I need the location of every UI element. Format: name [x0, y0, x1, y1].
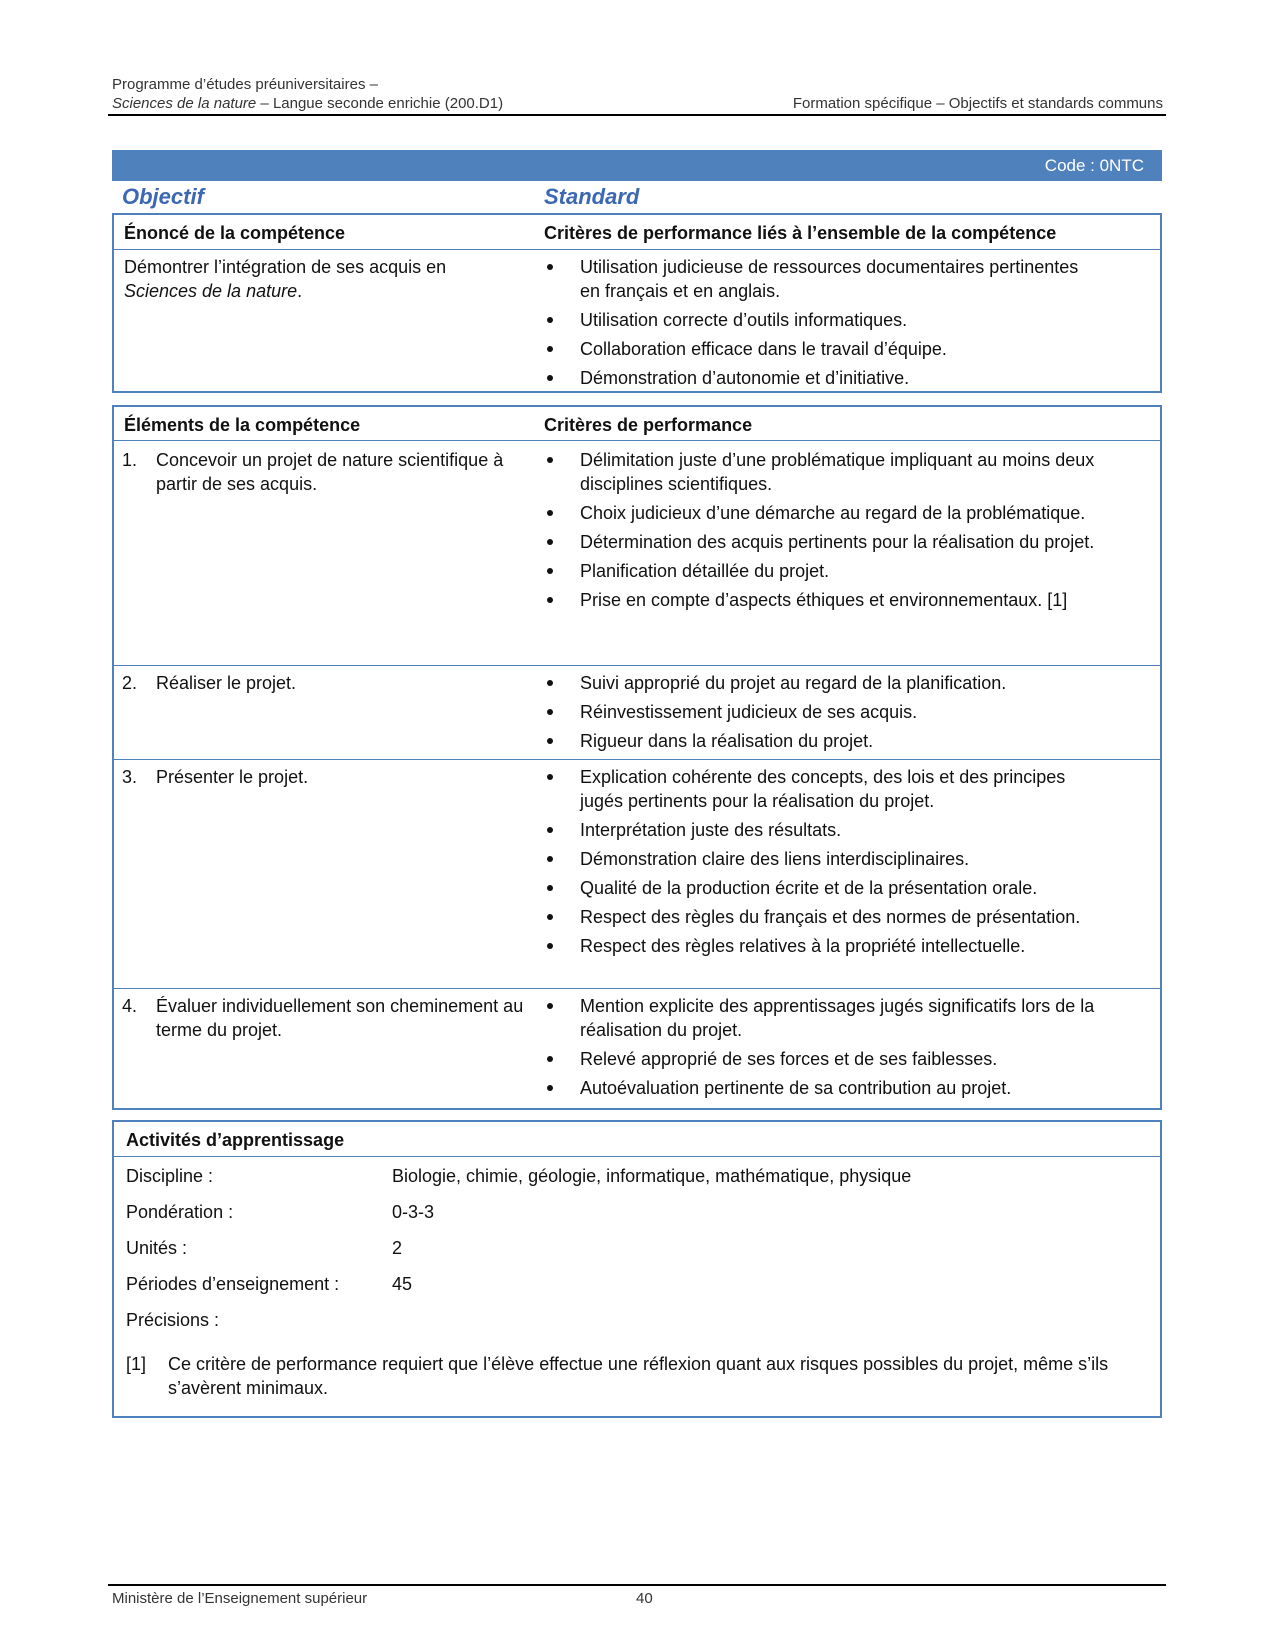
- element-number: 2.: [122, 673, 138, 693]
- list-item: Relevé approprié de ses forces et de ses faiblesses.: [544, 1047, 1104, 1071]
- element-1-criteres: [544, 448, 1104, 617]
- row-divider: [114, 759, 1160, 760]
- list-item: Suivi approprié du projet au regard de la planification.: [544, 671, 1104, 695]
- enonce-title: Énoncé de la compétence: [124, 223, 346, 243]
- code-bar: [112, 150, 1162, 181]
- enonce-main: Démontrer l’intégration de ses acquis en: [124, 257, 447, 277]
- list-item: Utilisation judicieuse de ressources documentaires pertinentes en français et en anglais.: [544, 255, 1084, 303]
- discipline-value: Biologie, chimie, géologie, informatique, mathématique, physique: [392, 1166, 912, 1186]
- unites-value: 2: [392, 1238, 403, 1258]
- element-number: 3.: [122, 767, 138, 787]
- element-4-criteres: [544, 994, 1104, 1105]
- periodes-value: 45: [392, 1274, 413, 1294]
- list-item: Démonstration d’autonomie et d’initiative.: [544, 366, 1084, 390]
- row-divider: [114, 249, 1160, 250]
- list-item: Respect des règles relatives à la propriété intellectuelle.: [544, 934, 1104, 958]
- list-item: Qualité de la production écrite et de la présentation orale.: [544, 876, 1104, 900]
- code-label: Code : 0NTC: [1044, 156, 1144, 175]
- page-number: 40: [636, 1590, 653, 1607]
- list-item: Délimitation juste d’une problématique impliquant au moins deux disciplines scientifiques.: [544, 448, 1104, 496]
- element-2: [122, 671, 532, 695]
- standard-heading: Standard: [544, 184, 640, 209]
- element-number: 1.: [122, 450, 138, 470]
- element-label: Concevoir un projet de nature scientifique à partir de ses acquis.: [156, 450, 504, 494]
- element-number: 4.: [122, 996, 138, 1016]
- element-2-criteres: [544, 671, 1104, 758]
- competence-table: [112, 213, 1162, 393]
- list-item: Choix judicieux d’une démarche au regard de la problématique.: [544, 501, 1104, 525]
- periodes-label: Périodes d’enseignement :: [126, 1274, 340, 1294]
- elements-title: Éléments de la compétence: [124, 415, 361, 435]
- list-item: Réinvestissement judicieux de ses acquis.: [544, 700, 1104, 724]
- list-item: Planification détaillée du projet.: [544, 559, 1104, 583]
- header-program-rest: – Langue seconde enrichie (200.D1): [256, 95, 504, 112]
- criteres-ensemble-title: Critères de performance liés à l’ensemble de la compétence: [544, 223, 1057, 243]
- element-4: [122, 994, 532, 1042]
- list-item: Rigueur dans la réalisation du projet.: [544, 729, 1104, 753]
- element-label: Présenter le projet.: [156, 767, 309, 787]
- row-divider: [114, 440, 1160, 441]
- criteres-ensemble-list: [544, 255, 1084, 395]
- list-item: Démonstration claire des liens interdisciplinaires.: [544, 847, 1104, 871]
- list-item: Respect des règles du français et des normes de présentation.: [544, 905, 1104, 929]
- list-item: Collaboration efficace dans le travail d’équipe.: [544, 337, 1084, 361]
- element-label: Évaluer individuellement son cheminement au terme du projet.: [156, 996, 524, 1040]
- header-section-title: Formation spécifique – Objectifs et standards communs: [792, 95, 1163, 112]
- activites-title: Activités d’apprentissage: [126, 1130, 345, 1150]
- row-divider: [114, 988, 1160, 989]
- ponderation-value: 0-3-3: [392, 1202, 435, 1222]
- discipline-label: Discipline :: [126, 1166, 214, 1186]
- enonce-text: [124, 255, 524, 303]
- unites-label: Unités :: [126, 1238, 188, 1258]
- header-rule: [108, 114, 1166, 116]
- list-item: Détermination des acquis pertinents pour la réalisation du projet.: [544, 530, 1104, 554]
- footer-ministry: Ministère de l’Enseignement supérieur: [112, 1590, 368, 1607]
- note-text: Ce critère de performance requiert que l’élève effectue une réflexion quant aux risques possibles du projet, même s’ils s’avèrent minimaux.: [168, 1354, 1109, 1398]
- element-1: [122, 448, 532, 496]
- enonce-end: .: [297, 281, 303, 301]
- list-item: Autoévaluation pertinente de sa contribution au projet.: [544, 1076, 1104, 1100]
- row-divider: [114, 665, 1160, 666]
- ponderation-label: Pondération :: [126, 1202, 234, 1222]
- element-3: [122, 765, 532, 789]
- element-label: Réaliser le projet.: [156, 673, 297, 693]
- activites-table: [112, 1120, 1162, 1418]
- list-item: Prise en compte d’aspects éthiques et environnementaux. [1]: [544, 588, 1104, 612]
- list-item: Explication cohérente des concepts, des lois et des principes jugés pertinents pour la réalisation du projet.: [544, 765, 1104, 813]
- header-program-line: Programme d’études préuniversitaires –: [112, 76, 378, 93]
- list-item: Utilisation correcte d’outils informatiques.: [544, 308, 1084, 332]
- note-marker: [1]: [126, 1354, 147, 1374]
- list-item: Interprétation juste des résultats.: [544, 818, 1104, 842]
- criteres-title: Critères de performance: [544, 415, 753, 435]
- elements-table: [112, 405, 1162, 1110]
- row-divider: [114, 1156, 1160, 1157]
- precisions-label: Précisions :: [126, 1310, 220, 1330]
- element-3-criteres: [544, 765, 1104, 963]
- header-program-name: [112, 95, 503, 112]
- list-item: Mention explicite des apprentissages jugés significatifs lors de la réalisation du projet.: [544, 994, 1104, 1042]
- objectif-heading: Objectif: [122, 184, 204, 209]
- footer-rule: [108, 1584, 1166, 1586]
- enonce-italic: Sciences de la nature: [124, 281, 298, 301]
- header-program-italic: Sciences de la nature: [112, 95, 257, 112]
